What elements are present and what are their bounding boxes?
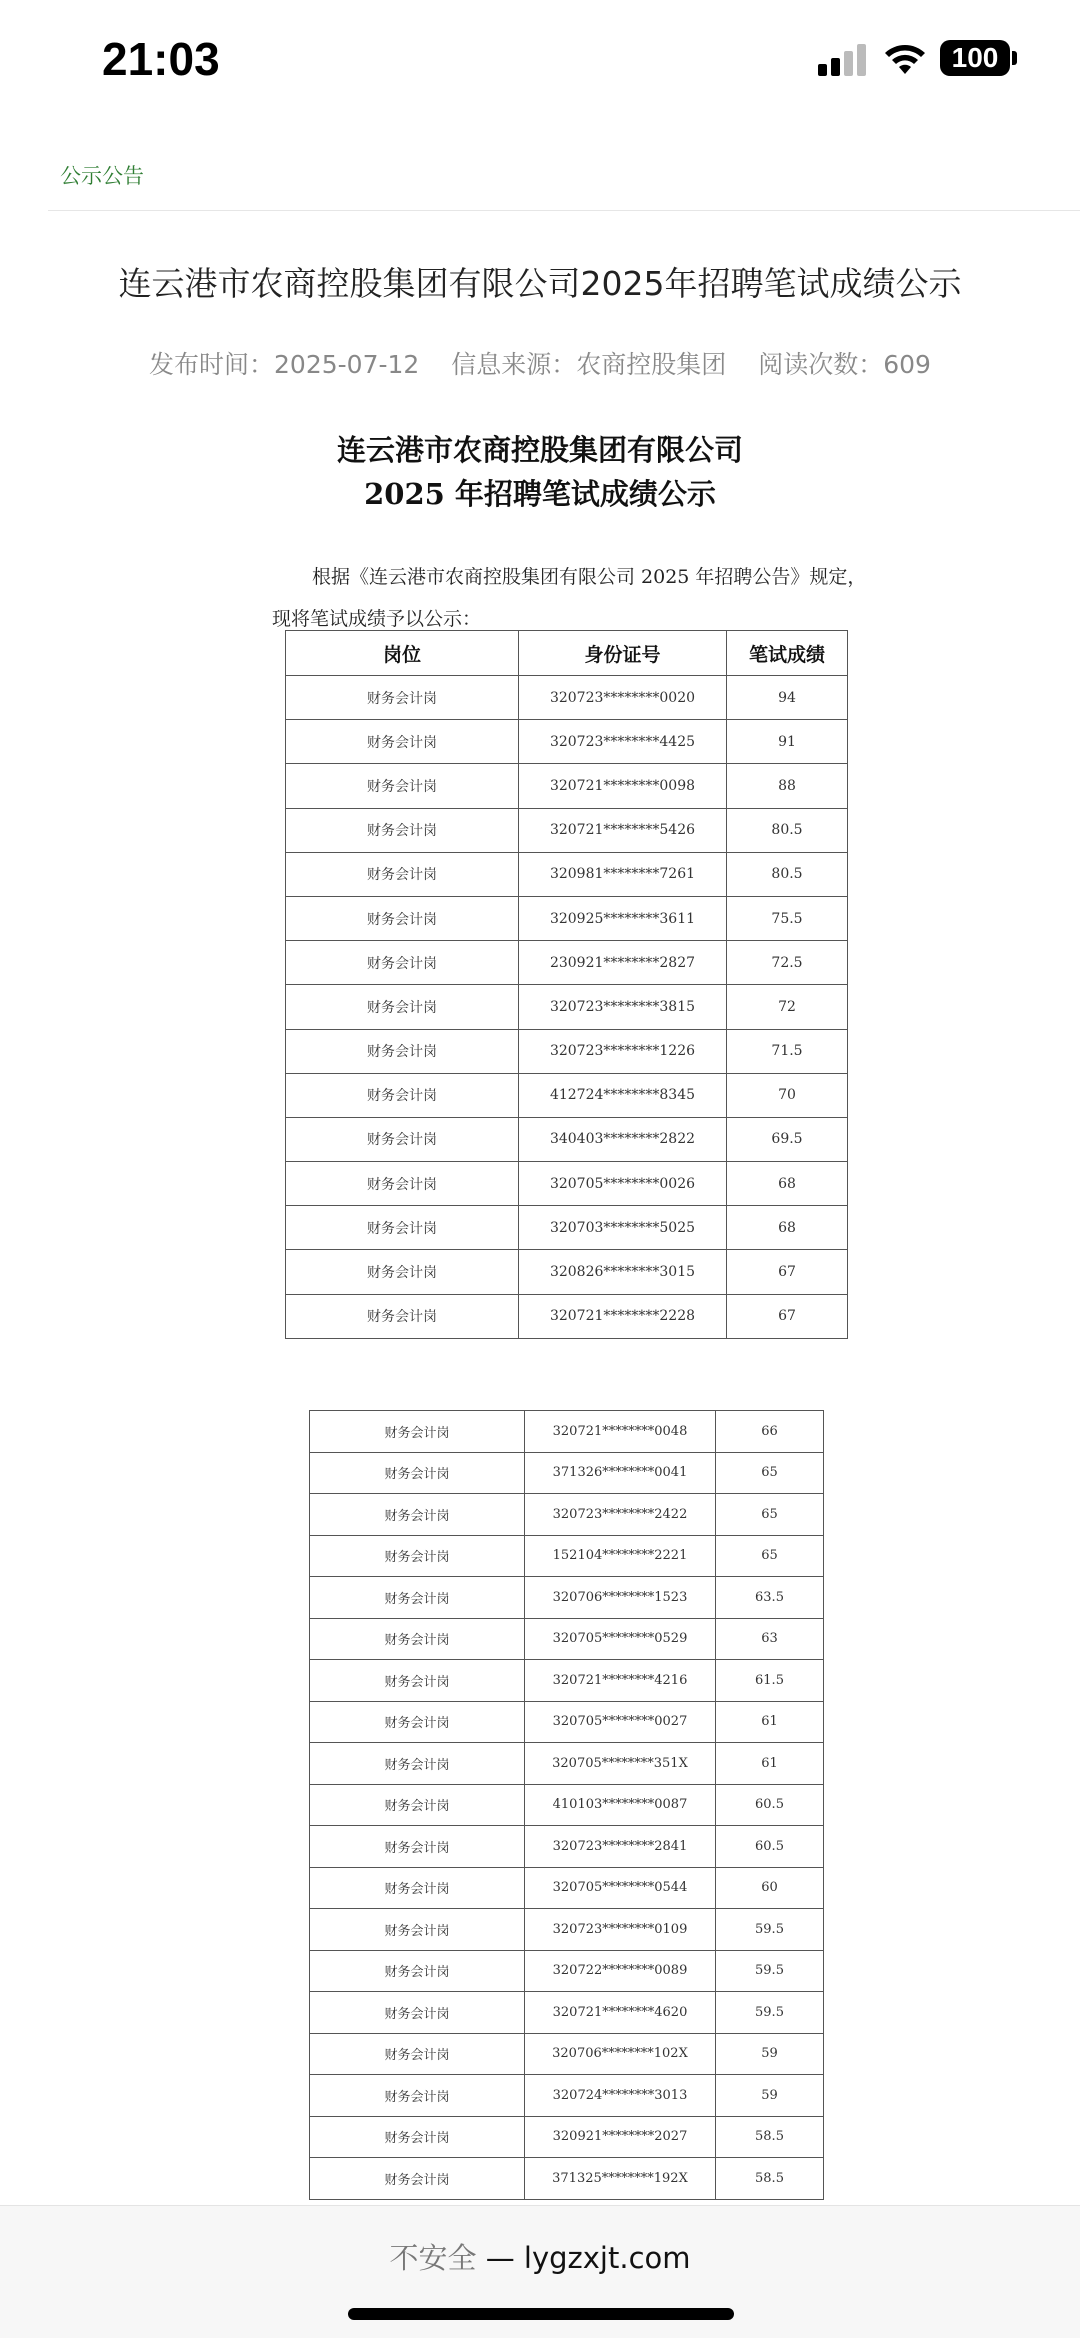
cell-score: 61	[716, 1743, 824, 1785]
cell-score: 59.5	[716, 1992, 824, 2034]
cell-position: 财务会计岗	[286, 1162, 519, 1206]
score-table-2	[309, 1410, 824, 2200]
table-row	[286, 808, 848, 852]
table-row	[310, 1494, 824, 1536]
cell-id-number: 320721********0098	[519, 764, 727, 808]
cell-id-number: 320705********0027	[525, 1701, 716, 1743]
table-row	[286, 764, 848, 808]
insecure-label: 不安全	[389, 2241, 477, 2275]
cell-id-number: 320723********2422	[525, 1494, 716, 1536]
cell-position: 财务会计岗	[286, 852, 519, 896]
table-row	[286, 1250, 848, 1294]
table-row	[310, 1701, 824, 1743]
table-row	[286, 1073, 848, 1117]
cell-position: 财务会计岗	[310, 2116, 525, 2158]
cell-score: 59.5	[716, 1950, 824, 1992]
battery-icon: 100	[940, 40, 1010, 76]
cell-position: 财务会计岗	[310, 1909, 525, 1951]
home-indicator[interactable]	[348, 2308, 734, 2320]
cell-id-number: 320706********102X	[525, 2033, 716, 2075]
cell-score: 75.5	[727, 896, 848, 940]
cell-position: 财务会计岗	[310, 1535, 525, 1577]
cell-id-number: 320705********0544	[525, 1867, 716, 1909]
publish-date: 发布时间：2025-07-12	[149, 350, 420, 379]
table-row	[286, 1206, 848, 1250]
cell-id-number: 320724********3013	[525, 2075, 716, 2117]
cell-id-number: 410103********0087	[525, 1784, 716, 1826]
cell-id-number: 320925********3611	[519, 896, 727, 940]
cell-score: 59	[716, 2075, 824, 2117]
table-row	[286, 852, 848, 896]
table-row	[310, 1660, 824, 1702]
cell-id-number: 371326********0041	[525, 1452, 716, 1494]
cell-score: 63	[716, 1618, 824, 1660]
table-row	[310, 1950, 824, 1992]
wifi-icon	[882, 40, 928, 76]
cell-id-number: 320723********3815	[519, 985, 727, 1029]
score-table-1	[285, 630, 848, 1339]
cell-score: 60.5	[716, 1784, 824, 1826]
document-paragraph: 根据《连云港市农商控股集团有限公司 2025 年招聘公告》规定，现将笔试成绩予以公示：	[272, 566, 867, 630]
table-row	[286, 1029, 848, 1073]
document-title-line2: 2025 年招聘笔试成绩公示	[364, 477, 716, 511]
cell-id-number: 320723********4425	[519, 720, 727, 764]
status-time: 21:03	[102, 33, 220, 85]
cell-position: 财务会计岗	[310, 2075, 525, 2117]
table-row	[310, 1826, 824, 1868]
cell-position: 财务会计岗	[310, 1867, 525, 1909]
table-row	[310, 2033, 824, 2075]
cell-score: 58.5	[716, 2158, 824, 2200]
cell-score: 59	[716, 2033, 824, 2075]
table-row	[310, 1743, 824, 1785]
info-source: 信息来源：农商控股集团	[451, 350, 727, 379]
table-row	[286, 941, 848, 985]
table-row	[310, 1452, 824, 1494]
cell-score: 58.5	[716, 2116, 824, 2158]
cell-position: 财务会计岗	[286, 1250, 519, 1294]
cell-id-number: 320723********1226	[519, 1029, 727, 1073]
cell-position: 财务会计岗	[310, 2158, 525, 2200]
cell-position: 财务会计岗	[286, 720, 519, 764]
cell-position: 财务会计岗	[286, 896, 519, 940]
cell-id-number: 320721********2228	[519, 1294, 727, 1338]
table-row	[286, 720, 848, 764]
table-row	[310, 1577, 824, 1619]
cell-score: 68	[727, 1162, 848, 1206]
cell-score: 60.5	[716, 1826, 824, 1868]
cell-score: 69.5	[727, 1117, 848, 1161]
cell-score: 72	[727, 985, 848, 1029]
cell-score: 60	[716, 1867, 824, 1909]
browser-address-bar[interactable]	[0, 2205, 1080, 2338]
cell-id-number: 412724********8345	[519, 1073, 727, 1117]
cell-id-number: 320981********7261	[519, 852, 727, 896]
cell-position: 财务会计岗	[286, 941, 519, 985]
cell-id-number: 320705********0026	[519, 1162, 727, 1206]
cell-position: 财务会计岗	[286, 1029, 519, 1073]
cell-id-number: 320703********5025	[519, 1206, 727, 1250]
cell-id-number: 230921********2827	[519, 941, 727, 985]
cell-position: 财务会计岗	[310, 1494, 525, 1536]
cellular-signal-icon	[818, 42, 868, 76]
url-separator: —	[485, 2241, 515, 2275]
table-row	[310, 1618, 824, 1660]
cell-position: 财务会计岗	[286, 1117, 519, 1161]
cell-position: 财务会计岗	[286, 676, 519, 720]
cell-position: 财务会计岗	[286, 1294, 519, 1338]
cell-id-number: 320722********0089	[525, 1950, 716, 1992]
cell-id-number: 320705********351X	[525, 1743, 716, 1785]
cell-score: 71.5	[727, 1029, 848, 1073]
cell-id-number: 320723********0109	[525, 1909, 716, 1951]
cell-position: 财务会计岗	[310, 1411, 525, 1453]
cell-position: 财务会计岗	[310, 1660, 525, 1702]
cell-position: 财务会计岗	[310, 1992, 525, 2034]
cell-id-number: 320721********0048	[525, 1411, 716, 1453]
cell-position: 财务会计岗	[310, 1618, 525, 1660]
cell-score: 94	[727, 676, 848, 720]
cell-id-number: 320826********3015	[519, 1250, 727, 1294]
breadcrumb[interactable]: 公示公告	[60, 164, 144, 188]
cell-id-number: 320723********0020	[519, 676, 727, 720]
status-bar	[0, 0, 1080, 120]
table-row	[286, 676, 848, 720]
cell-id-number: 320705********0529	[525, 1618, 716, 1660]
table-row	[310, 1992, 824, 2034]
cell-id-number: 371325********192X	[525, 2158, 716, 2200]
cell-score: 72.5	[727, 941, 848, 985]
cell-position: 财务会计岗	[310, 2033, 525, 2075]
cell-score: 88	[727, 764, 848, 808]
cell-score: 59.5	[716, 1909, 824, 1951]
header-id-number: 身份证号	[519, 631, 727, 676]
cell-position: 财务会计岗	[310, 1701, 525, 1743]
cell-score: 70	[727, 1073, 848, 1117]
url-domain: lygzxjt.com	[523, 2241, 691, 2275]
url-text[interactable]	[0, 2236, 1080, 2277]
cell-score: 63.5	[716, 1577, 824, 1619]
cell-score: 80.5	[727, 808, 848, 852]
cell-score: 65	[716, 1535, 824, 1577]
table-row	[286, 1294, 848, 1338]
battery-tip	[1012, 51, 1017, 65]
table-row	[310, 1867, 824, 1909]
cell-position: 财务会计岗	[286, 1073, 519, 1117]
cell-score: 68	[727, 1206, 848, 1250]
table-row	[310, 2158, 824, 2200]
table-row	[310, 2075, 824, 2117]
divider	[48, 210, 1080, 211]
cell-score: 65	[716, 1494, 824, 1536]
cell-position: 财务会计岗	[310, 1452, 525, 1494]
table-row	[286, 985, 848, 1029]
table-row	[310, 2116, 824, 2158]
table-row	[310, 1784, 824, 1826]
cell-position: 财务会计岗	[310, 1950, 525, 1992]
cell-position: 财务会计岗	[310, 1784, 525, 1826]
cell-id-number: 320723********2841	[525, 1826, 716, 1868]
cell-score: 80.5	[727, 852, 848, 896]
cell-position: 财务会计岗	[310, 1577, 525, 1619]
cell-position: 财务会计岗	[286, 1206, 519, 1250]
table-row	[286, 1117, 848, 1161]
cell-score: 65	[716, 1452, 824, 1494]
table-row	[286, 896, 848, 940]
cell-id-number: 320706********1523	[525, 1577, 716, 1619]
table-row	[286, 1162, 848, 1206]
header-position: 岗位	[286, 631, 519, 676]
cell-id-number: 340403********2822	[519, 1117, 727, 1161]
article-meta	[0, 345, 1080, 381]
cell-position: 财务会计岗	[310, 1743, 525, 1785]
cell-position: 财务会计岗	[286, 808, 519, 852]
table-row	[310, 1411, 824, 1453]
cell-score: 91	[727, 720, 848, 764]
cell-score: 67	[727, 1294, 848, 1338]
document-title-line1: 连云港市农商控股集团有限公司	[336, 433, 743, 467]
cell-id-number: 320721********4620	[525, 1992, 716, 2034]
cell-score: 61.5	[716, 1660, 824, 1702]
cell-position: 财务会计岗	[286, 764, 519, 808]
cell-score: 67	[727, 1250, 848, 1294]
header-score: 笔试成绩	[727, 631, 848, 676]
table-row	[310, 1535, 824, 1577]
article-title: 连云港市农商控股集团有限公司2025年招聘笔试成绩公示	[118, 264, 962, 303]
cell-score: 61	[716, 1701, 824, 1743]
cell-id-number: 320721********5426	[519, 808, 727, 852]
cell-position: 财务会计岗	[286, 985, 519, 1029]
table-header-row	[286, 631, 848, 676]
cell-id-number: 152104********2221	[525, 1535, 716, 1577]
cell-id-number: 320921********2027	[525, 2116, 716, 2158]
table-row	[310, 1909, 824, 1951]
cell-id-number: 320721********4216	[525, 1660, 716, 1702]
cell-position: 财务会计岗	[310, 1826, 525, 1868]
cell-score: 66	[716, 1411, 824, 1453]
read-count: 阅读次数：609	[758, 350, 931, 379]
